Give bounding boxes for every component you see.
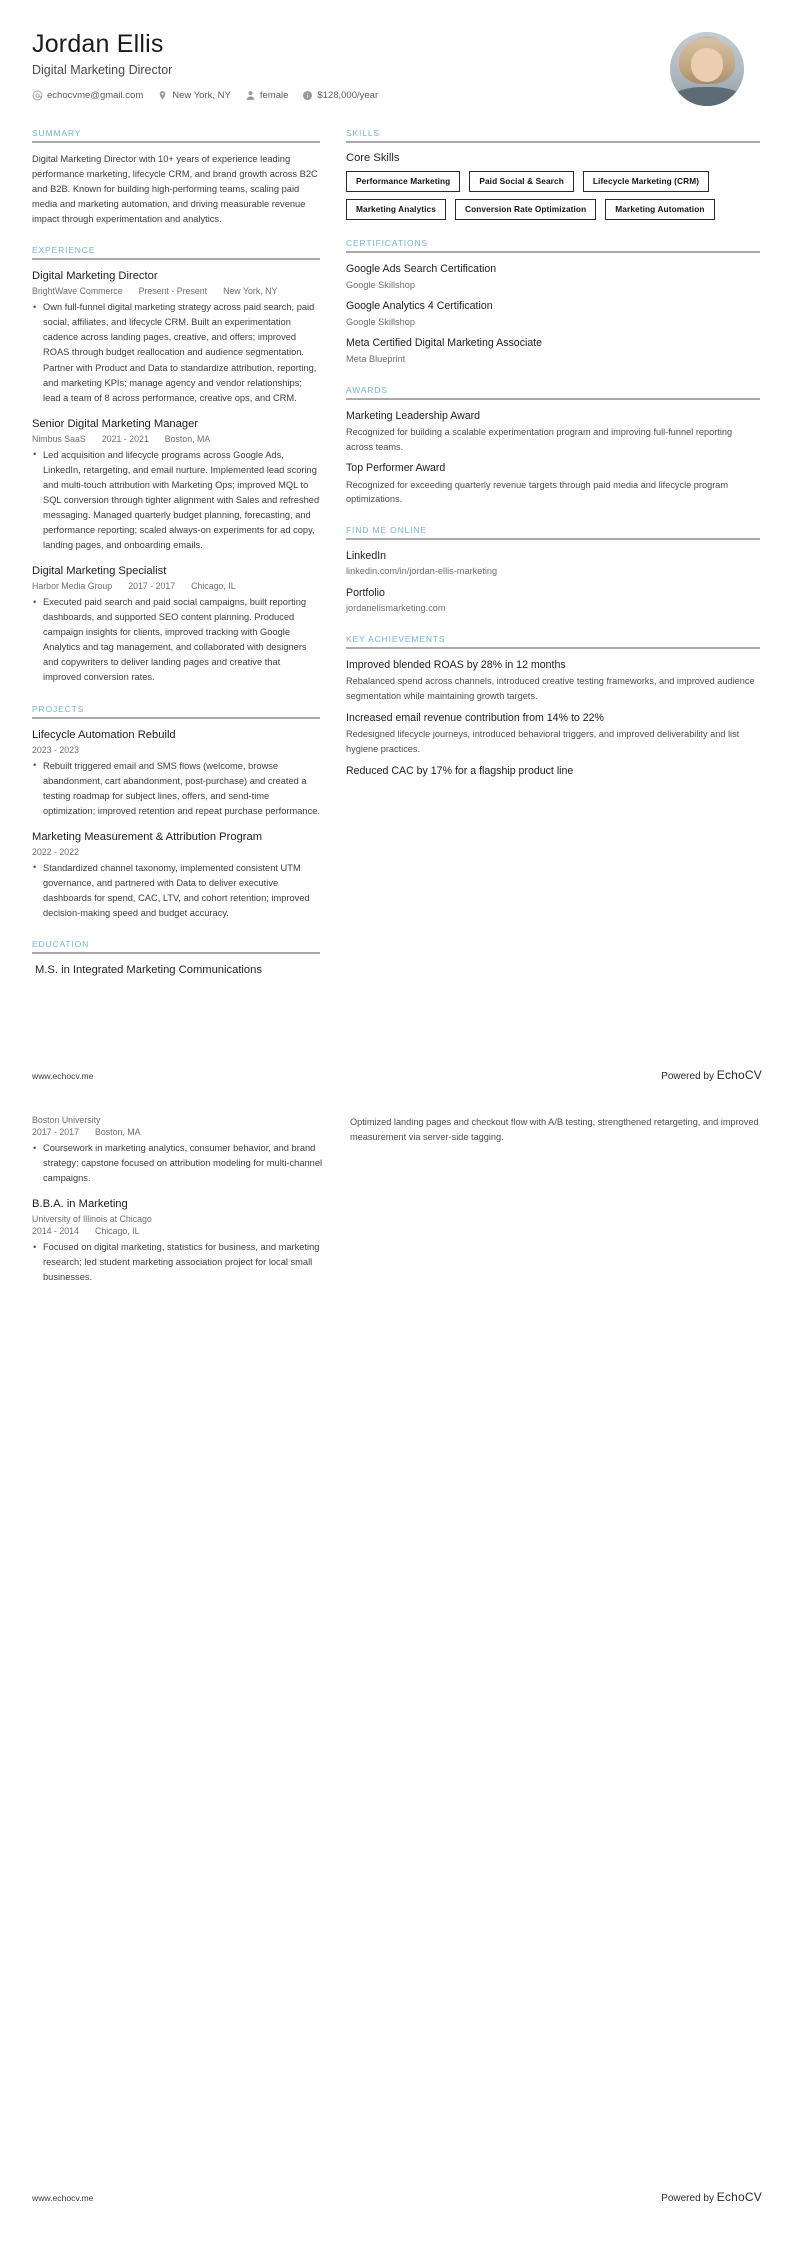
section-education	[32, 939, 320, 978]
section-title-skills: SKILLS	[346, 128, 380, 138]
skill-group-name: Core Skills	[346, 152, 400, 164]
contact-email-text: echocvme@gmail.com	[47, 89, 144, 101]
online-profile-item	[346, 549, 760, 579]
project-bullets	[32, 861, 320, 921]
certification-item	[346, 262, 760, 292]
skill-chip-list	[346, 171, 760, 220]
contact-location	[157, 90, 231, 101]
award-item	[346, 461, 760, 507]
experience-company: Nimbus SaaS	[32, 433, 86, 444]
achievement-item	[346, 764, 760, 778]
resume-page-2	[0, 1115, 794, 1296]
education-bullets	[32, 1240, 324, 1285]
section-title-experience: EXPERIENCE	[32, 245, 96, 256]
resume-page-1	[0, 0, 794, 1082]
section-skills	[346, 128, 760, 220]
resume-header	[28, 0, 766, 112]
experience-entry	[32, 269, 320, 405]
certification-item	[346, 336, 760, 366]
education-degree: M.S. in Integrated Marketing Communications	[35, 964, 262, 977]
skill-chip[interactable]: Marketing Automation	[605, 199, 714, 220]
footer-brand-name: EchoCV	[716, 1068, 762, 1082]
contact-salary	[302, 90, 378, 101]
contact-location-text: New York, NY	[172, 89, 231, 101]
education-dates: 2017 - 2017	[32, 1127, 79, 1137]
experience-title: Digital Marketing Director	[32, 270, 158, 283]
education-meta	[32, 1115, 324, 1125]
skill-chip[interactable]: Marketing Analytics	[346, 199, 446, 220]
experience-bullets	[32, 300, 320, 405]
section-title-key-achievements: KEY ACHIEVEMENTS	[346, 634, 446, 645]
experience-bullets	[32, 595, 320, 685]
experience-title: Digital Marketing Specialist	[32, 565, 167, 578]
experience-location: Chicago, IL	[191, 581, 236, 592]
location-pin-icon	[157, 90, 168, 101]
section-certifications	[346, 238, 760, 366]
header-text-block	[28, 30, 670, 101]
section-rule	[346, 251, 760, 253]
certification-name: Google Analytics 4 Certification	[346, 300, 493, 313]
achievement-title: Improved blended ROAS by 28% in 12 months	[346, 659, 566, 672]
section-title-education: EDUCATION	[32, 939, 90, 950]
page2-right-column	[350, 1115, 764, 1151]
achievement-description: Rebalanced spend across channels, introduced creative testing frameworks, and improved audience segmentation while maintaining growth targets.	[346, 676, 755, 702]
award-item	[346, 409, 760, 455]
experience-company: Harbor Media Group	[32, 581, 113, 592]
project-entry	[32, 728, 320, 819]
skill-chip[interactable]: Conversion Rate Optimization	[455, 199, 596, 220]
education-degree: B.B.A. in Marketing	[32, 1198, 128, 1211]
bullet: • Executed paid search and paid social campaigns, built reporting dashboards, and supported SEO content planning. Produced campaign insights for clients, improved tracking with Google Analytics and tag management, and collaborated with designers and copywriters to deliver landing pages and creative that improved conversion rates.	[32, 595, 320, 685]
online-profile-label: Portfolio	[346, 587, 385, 600]
section-title-find-me-online: FIND ME ONLINE	[346, 525, 427, 535]
education-school: Boston University	[32, 1115, 101, 1125]
project-title: Marketing Measurement & Attribution Program	[32, 830, 263, 843]
skill-chip[interactable]: Paid Social & Search	[469, 171, 574, 192]
left-column	[28, 128, 320, 978]
section-rule	[346, 398, 760, 400]
summary-text: Digital Marketing Director with 10+ years of experience leading performance marketing, lifecycle CRM, and brand growth across B2C and B2B. Known for building high-performing teams, scaling paid media and marketing automation, and driving measurable revenue impact through experimentation and analytics.	[32, 154, 318, 225]
award-title: Top Performer Award	[346, 462, 446, 475]
education-dates: 2014 - 2014	[32, 1226, 79, 1237]
person-icon	[245, 90, 256, 101]
page-footer	[0, 2190, 794, 2204]
footer-brand	[661, 1068, 762, 1082]
section-key-achievements	[346, 634, 760, 778]
section-awards	[346, 385, 760, 507]
footer-site[interactable]: www.echocv.me	[32, 2193, 94, 2203]
achievement-item	[346, 711, 760, 757]
job-title: Digital Marketing Director	[32, 62, 173, 77]
footer-site[interactable]: www.echocv.me	[32, 1071, 94, 1081]
project-dates: 2022 - 2022	[32, 846, 79, 857]
award-description: Recognized for building a scalable experimentation program and improving full-funnel reporting across teams.	[346, 426, 733, 452]
footer-powered-by: Powered by	[661, 1071, 714, 1082]
achievement-description: Optimized landing pages and checkout flow with A/B testing, strengthened retargeting, and improved measurement via server-side tagging.	[350, 1117, 759, 1142]
section-title-summary: SUMMARY	[32, 128, 82, 138]
award-title: Marketing Leadership Award	[346, 409, 481, 422]
experience-company: BrightWave Commerce	[32, 286, 123, 297]
certification-name: Meta Certified Digital Marketing Associate	[346, 337, 543, 350]
avatar	[670, 32, 744, 106]
experience-entry	[32, 417, 320, 553]
education-entry	[32, 1115, 324, 1186]
experience-location: New York, NY	[223, 286, 278, 297]
section-rule	[346, 141, 760, 143]
achievement-title: Reduced CAC by 17% for a flagship product line	[346, 764, 574, 777]
experience-location: Boston, MA	[164, 433, 211, 444]
contact-gender-text: female	[259, 89, 289, 101]
education-meta-dates	[32, 1127, 324, 1137]
section-find-me-online	[346, 525, 760, 616]
contact-salary-text: $128,000/year	[317, 89, 379, 101]
section-rule	[32, 258, 320, 260]
project-meta	[32, 847, 320, 857]
footer-brand-name: EchoCV	[716, 2190, 762, 2204]
footer-brand	[661, 2190, 762, 2204]
page-title: Jordan Ellis	[32, 30, 164, 58]
experience-meta	[32, 434, 320, 444]
section-summary	[32, 128, 320, 227]
experience-meta	[32, 286, 320, 296]
experience-dates: Present - Present	[138, 286, 208, 297]
project-bullets	[32, 759, 320, 819]
project-entry	[32, 830, 320, 921]
page2-left-column	[32, 1115, 324, 1296]
online-profile-url[interactable]: jordanelismarketing.com	[346, 603, 446, 614]
section-rule	[32, 141, 320, 143]
experience-dates: 2017 - 2017	[128, 581, 176, 592]
certification-issuer: Meta Blueprint	[346, 353, 406, 364]
education-school: University of Illinois at Chicago	[32, 1214, 152, 1225]
section-rule	[346, 538, 760, 540]
right-column	[346, 128, 760, 796]
experience-title: Senior Digital Marketing Manager	[32, 417, 199, 430]
education-entry	[32, 963, 320, 978]
skill-chip[interactable]: Lifecycle Marketing (CRM)	[583, 171, 709, 192]
award-description: Recognized for exceeding quarterly revenue targets through paid media and lifecycle program optimizations.	[346, 479, 729, 505]
achievement-title: Increased email revenue contribution from 14% to 22%	[346, 711, 604, 724]
bullet: • Rebuilt triggered email and SMS flows (welcome, browse abandonment, cart abandonment, post-purchase) and created a testing roadmap for subject lines, offers, and send-time optimization; improved retention and repeat purchase performance.	[32, 759, 320, 819]
section-experience	[32, 245, 320, 685]
achievement-item	[350, 1115, 764, 1144]
achievement-description: Redesigned lifecycle journeys, introduced behavioral triggers, and improved deliverability and list hygiene practices.	[346, 729, 740, 754]
experience-meta	[32, 581, 320, 591]
online-profile-item	[346, 586, 760, 616]
bullet: • Standardized channel taxonomy, implemented consistent UTM governance, and partnered with Data to deliver executive dashboards for spend, CAC, LTV, and cohort retention; improved decision-making speed and budget accuracy.	[32, 861, 320, 921]
certification-name: Google Ads Search Certification	[346, 263, 497, 276]
education-location: Boston, MA	[94, 1127, 141, 1137]
bullet: • Led acquisition and lifecycle programs across Google Ads, LinkedIn, retargeting, and email nurture. Implemented lead scoring and multi-touch attribution with Marketing Ops; improved MQL to SQL conversion through tighter alignment with Sales and refreshed messaging. Managed quarterly budget planning, forecasting, and performance reporting; scaled always-on experiments for ad copy, landing pages, and onboarding emails.	[32, 448, 320, 553]
section-rule	[32, 717, 320, 719]
salary-icon	[302, 90, 313, 101]
project-title: Lifecycle Automation Rebuild	[32, 728, 176, 741]
achievement-item	[346, 658, 760, 704]
project-dates: 2023 - 2023	[32, 744, 79, 755]
contact-email[interactable]	[32, 90, 143, 101]
project-meta	[32, 745, 320, 755]
section-rule	[32, 952, 320, 954]
section-projects	[32, 704, 320, 922]
bullet: • Own full-funnel digital marketing strategy across paid search, paid social, affiliates, and lifecycle CRM. Built an experimentation cadence across landing pages, creative, and offers; improved ROAS through budget reallocation and audience segmentation. Partner with Product and Data to standardize attribution, reporting, and marketing KPIs; manage agency and vendor relationships; lead a team of 8 across performance, creative ops, and CRM.	[32, 300, 320, 405]
page-footer	[0, 1068, 794, 1082]
certification-issuer: Google Skillshop	[346, 316, 415, 327]
section-title-certifications: CERTIFICATIONS	[346, 238, 428, 249]
email-icon	[32, 90, 43, 101]
svg-text:i: i	[307, 92, 309, 100]
section-title-projects: PROJECTS	[32, 703, 85, 714]
contact-gender	[245, 90, 289, 101]
experience-bullets	[32, 448, 320, 553]
contact-row	[32, 90, 670, 101]
online-profile-label: LinkedIn	[346, 550, 387, 562]
experience-dates: 2021 - 2021	[101, 433, 149, 444]
education-meta-dates	[32, 1226, 324, 1236]
resume-columns	[28, 112, 766, 978]
skill-chip[interactable]: Performance Marketing	[346, 171, 460, 192]
bullet: • Focused on digital marketing, statistics for business, and marketing research; led student marketing association project for local small businesses.	[32, 1240, 324, 1285]
footer-powered-by: Powered by	[661, 2193, 714, 2204]
section-rule	[346, 647, 760, 649]
education-meta	[32, 1214, 324, 1224]
certification-issuer: Google Skillshop	[346, 279, 415, 290]
online-profile-url[interactable]: linkedin.com/in/jordan-ellis-marketing	[346, 566, 498, 577]
education-entry	[32, 1197, 324, 1285]
experience-entry	[32, 564, 320, 685]
certification-item	[346, 299, 760, 329]
section-title-awards: AWARDS	[346, 384, 388, 395]
education-location: Chicago, IL	[94, 1226, 140, 1237]
bullet: • Coursework in marketing analytics, consumer behavior, and brand strategy; capstone focused on attribution modeling for multi-channel campaigns.	[32, 1141, 324, 1186]
education-bullets	[32, 1141, 324, 1186]
